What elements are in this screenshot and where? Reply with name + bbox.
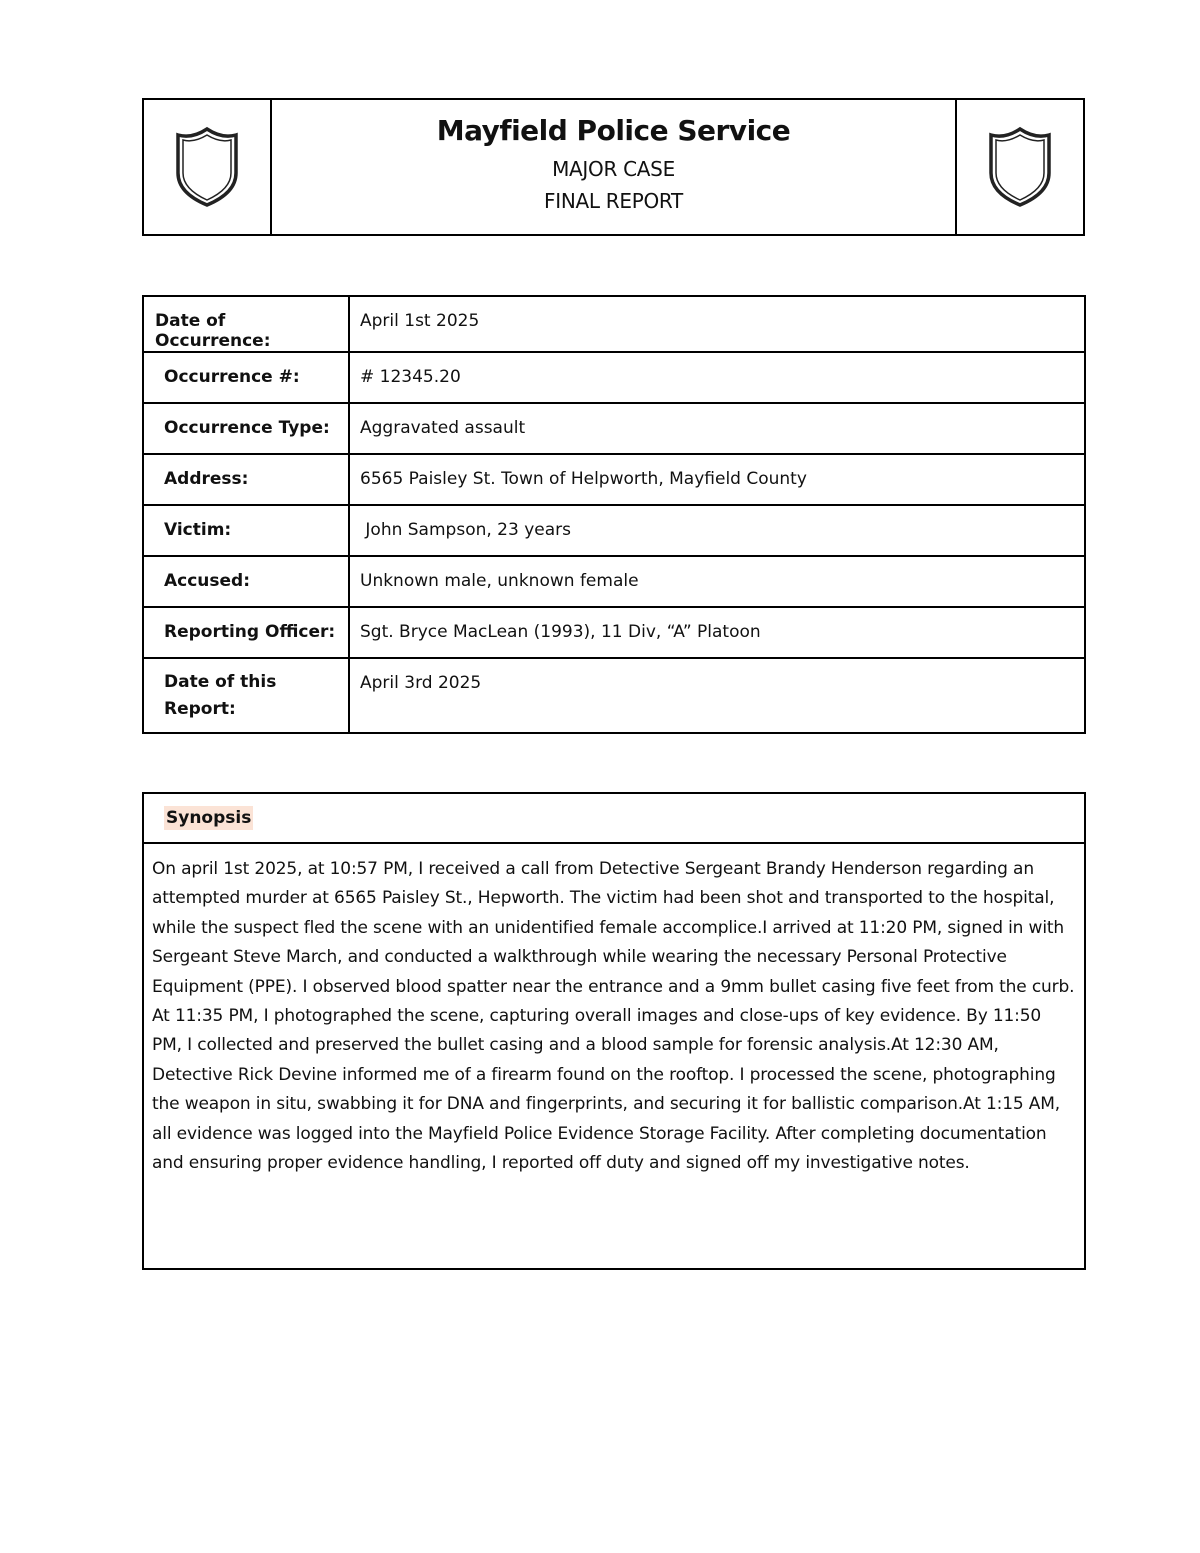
field-label: Address: (143, 454, 349, 505)
organization-name: Mayfield Police Service (436, 114, 791, 147)
table-row (143, 556, 1085, 607)
table-row (143, 296, 1085, 352)
field-value: April 3rd 2025 (349, 658, 1085, 733)
field-value: 6565 Paisley St. Town of Helpworth, Mayfield County (349, 454, 1085, 505)
report-type: FINAL REPORT (544, 189, 683, 213)
field-value: April 1st 2025 (349, 296, 1085, 352)
field-value: Aggravated assault (349, 403, 1085, 454)
table-row (143, 352, 1085, 403)
field-label: Occurrence Type: (143, 403, 349, 454)
synopsis-header (144, 794, 1084, 844)
table-row (143, 505, 1085, 556)
badge-shield-icon (985, 125, 1055, 209)
report-header (142, 98, 1085, 236)
synopsis-section (142, 792, 1086, 1270)
table-row (143, 607, 1085, 658)
synopsis-text: On april 1st 2025, at 10:57 PM, I received a call from Detective Sergeant Brandy Henderson regarding an attempted murder at 6565 Paisley St., Hepworth. The victim had been shot and transported to the hospital, while the suspect fled the scene with an unidentified female accomplice.I arrived at 11:20 PM, signed in with Sergeant Steve March, and conducted a walkthrough while wearing the necessary Personal Protective Equipment (PPE). I observed blood spatter near the entrance and a 9mm bullet casing five feet from the curb. At 11:35 PM, I photographed the scene, capturing overall images and close-ups of key evidence. By 11:50 PM, I collected and preserved the bullet casing and a blood sample for forensic analysis.At 12:30 AM, Detective Rick Devine informed me of a firearm found on the rooftop. I processed the scene, photographing the weapon in situ, swabbing it for DNA and fingerprints, and securing it for ballistic comparison.At 1:15 AM, all evidence was logged into the Mayfield Police Evidence Storage Facility. After completing documentation and ensuring proper evidence handling, I reported off duty and signed off my investigative notes. (152, 859, 1075, 1174)
field-label: Victim: (143, 505, 349, 556)
table-row (143, 658, 1085, 733)
field-label: Date of Occurrence: (143, 296, 349, 352)
field-label: Accused: (143, 556, 349, 607)
field-value: Sgt. Bryce MacLean (1993), 11 Div, “A” Platoon (349, 607, 1085, 658)
field-label-line: Report: (164, 699, 236, 719)
table-row (143, 403, 1085, 454)
field-label-line: Date of this (164, 672, 277, 692)
field-label: Occurrence #: (143, 352, 349, 403)
synopsis-label: Synopsis (166, 808, 252, 828)
left-logo-cell (144, 100, 272, 234)
field-label (143, 658, 349, 733)
table-row (143, 454, 1085, 505)
field-value: John Sampson, 23 years (349, 505, 1085, 556)
badge-shield-icon (172, 125, 242, 209)
title-cell (272, 100, 955, 234)
field-value: Unknown male, unknown female (349, 556, 1085, 607)
occurrence-info-table (142, 295, 1086, 734)
report-category: MAJOR CASE (552, 157, 675, 181)
field-label: Reporting Officer: (143, 607, 349, 658)
right-logo-cell (955, 100, 1083, 234)
field-value: # 12345.20 (349, 352, 1085, 403)
